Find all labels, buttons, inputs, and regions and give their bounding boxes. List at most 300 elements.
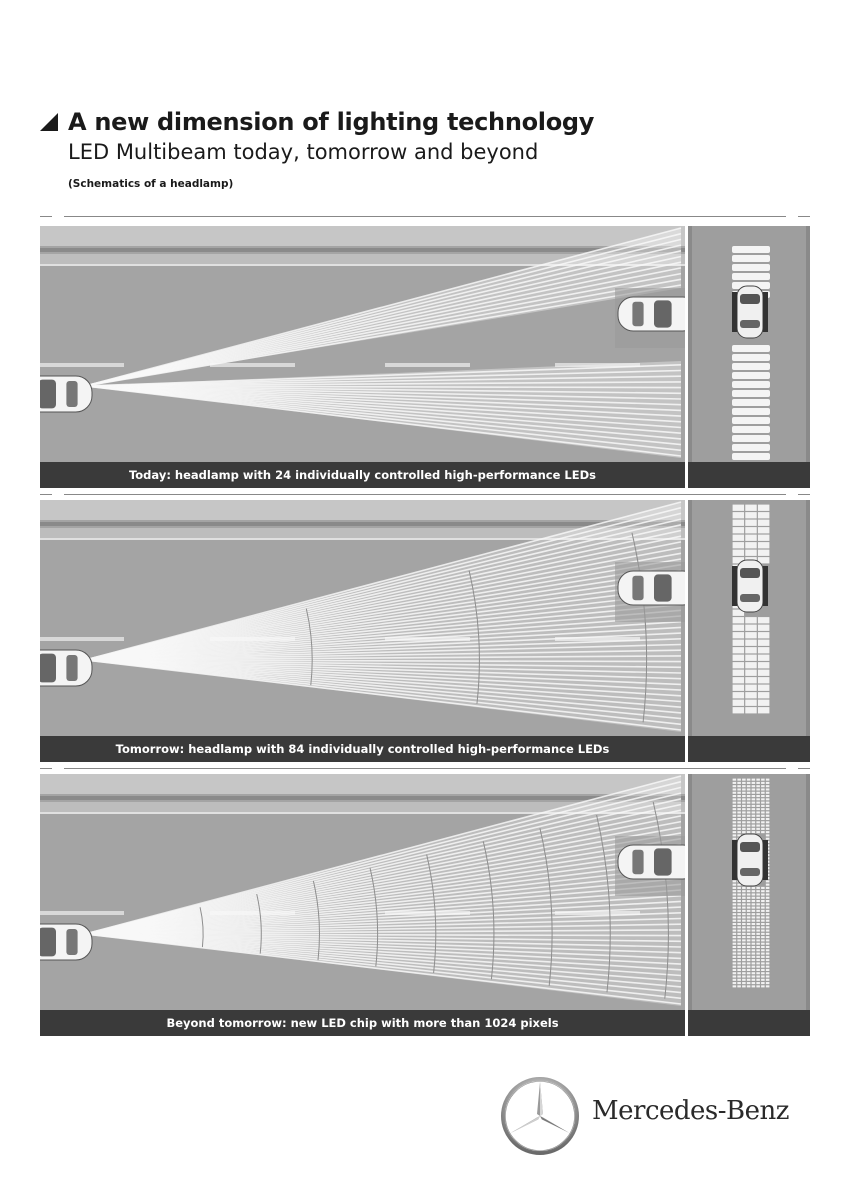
- panel-caption-bar: [688, 1010, 810, 1036]
- led-cell: [732, 345, 770, 352]
- led-cell: [732, 417, 770, 424]
- led-cell: [758, 707, 769, 713]
- led-cell: [761, 933, 765, 935]
- led-cell: [733, 542, 744, 548]
- led-cell: [752, 798, 756, 800]
- oncoming-car-topdown: [732, 834, 768, 886]
- divider: [64, 768, 786, 769]
- led-cell: [752, 956, 756, 958]
- led-cell: [742, 910, 746, 912]
- led-cell: [733, 913, 737, 915]
- led-cell: [733, 985, 737, 987]
- led-cell: [747, 982, 751, 984]
- led-cell: [752, 887, 756, 889]
- led-cell: [758, 632, 769, 638]
- led-cell: [756, 962, 760, 964]
- led-cell: [752, 910, 756, 912]
- led-cell: [766, 939, 770, 941]
- led-cell: [742, 887, 746, 889]
- led-cell: [752, 975, 756, 977]
- led-cell: [737, 779, 741, 781]
- led-cell: [752, 936, 756, 938]
- led-cell: [742, 808, 746, 810]
- led-cell: [761, 907, 765, 909]
- led-cell: [733, 975, 737, 977]
- led-cell: [733, 670, 744, 676]
- led-cell: [756, 903, 760, 905]
- led-cell: [747, 802, 751, 804]
- led-cell: [752, 900, 756, 902]
- led-cell: [747, 979, 751, 981]
- led-cell: [756, 815, 760, 817]
- led-cell: [737, 805, 741, 807]
- led-cell: [745, 707, 756, 713]
- led-cell: [758, 662, 769, 668]
- led-cell: [756, 802, 760, 804]
- led-cell: [766, 893, 770, 895]
- led-cell: [737, 897, 741, 899]
- led-cell: [766, 880, 770, 882]
- led-cell: [752, 785, 756, 787]
- led-cell: [733, 617, 744, 623]
- led-cell: [733, 966, 737, 968]
- led-cell: [752, 946, 756, 948]
- led-cell: [737, 985, 741, 987]
- led-cell: [747, 792, 751, 794]
- triangle-bullet-icon: [40, 113, 58, 131]
- led-cell: [756, 792, 760, 794]
- led-cell: [733, 972, 737, 974]
- led-cell: [733, 962, 737, 964]
- led-cell: [737, 962, 741, 964]
- led-cell: [742, 825, 746, 827]
- led-cell: [733, 936, 737, 938]
- led-cell: [745, 527, 756, 533]
- led-cell: [752, 949, 756, 951]
- oncoming-car-topdown: [732, 286, 768, 338]
- led-cell: [756, 795, 760, 797]
- lane-marker: [40, 911, 124, 915]
- led-cell: [737, 811, 741, 813]
- led-cell: [733, 926, 737, 928]
- led-cell: [733, 828, 737, 830]
- led-cell: [747, 930, 751, 932]
- led-cell: [766, 979, 770, 981]
- led-cell: [756, 782, 760, 784]
- led-cell: [766, 953, 770, 955]
- title-row: [40, 108, 594, 136]
- led-cell: [732, 381, 770, 388]
- led-cell: [737, 949, 741, 951]
- led-cell: [756, 805, 760, 807]
- led-cell: [756, 913, 760, 915]
- led-cell: [756, 798, 760, 800]
- brand-wordmark: Mercedes-Benz: [592, 1096, 789, 1126]
- led-cell: [752, 890, 756, 892]
- led-cell: [742, 982, 746, 984]
- led-cell: [766, 956, 770, 958]
- led-cell: [733, 900, 737, 902]
- led-cell: [766, 890, 770, 892]
- led-cell: [766, 903, 770, 905]
- led-cell: [733, 798, 737, 800]
- led-cell: [761, 828, 765, 830]
- led-cell: [742, 969, 746, 971]
- led-cell: [766, 788, 770, 790]
- led-cell: [747, 913, 751, 915]
- led-cell: [756, 930, 760, 932]
- led-cell: [732, 372, 770, 379]
- led-cell: [733, 512, 744, 518]
- led-cell: [756, 946, 760, 948]
- led-cell: [747, 828, 751, 830]
- led-cell: [737, 802, 741, 804]
- led-cell: [756, 923, 760, 925]
- led-cell: [747, 969, 751, 971]
- led-cell: [761, 890, 765, 892]
- led-cell: [747, 959, 751, 961]
- led-cell: [742, 788, 746, 790]
- led-cell: [745, 700, 756, 706]
- headlamp-scene: [40, 226, 810, 462]
- led-cell: [747, 825, 751, 827]
- led-cell: [756, 949, 760, 951]
- led-cell: [742, 943, 746, 945]
- led-cell: [756, 811, 760, 813]
- led-cell: [737, 887, 741, 889]
- led-cell: [752, 982, 756, 984]
- led-cell: [752, 972, 756, 974]
- led-cell: [737, 916, 741, 918]
- led-cell: [733, 890, 737, 892]
- led-cell: [747, 805, 751, 807]
- led-cell: [761, 900, 765, 902]
- led-cell: [752, 903, 756, 905]
- led-cell: [733, 825, 737, 827]
- led-cell: [761, 936, 765, 938]
- led-cell: [758, 685, 769, 691]
- led-cell: [733, 811, 737, 813]
- led-cell: [761, 811, 765, 813]
- led-cell: [766, 795, 770, 797]
- led-cell: [733, 946, 737, 948]
- led-cell: [752, 985, 756, 987]
- led-cell: [737, 979, 741, 981]
- led-cell: [758, 700, 769, 706]
- led-cell: [758, 640, 769, 646]
- led-cell: [747, 972, 751, 974]
- divider: [64, 494, 786, 495]
- led-cell: [761, 821, 765, 823]
- led-cell: [737, 910, 741, 912]
- led-cell: [732, 264, 770, 271]
- led-cell: [733, 916, 737, 918]
- led-cell: [732, 444, 770, 451]
- headlamp-scene: [40, 774, 810, 1010]
- led-cell: [742, 903, 746, 905]
- led-cell: [761, 785, 765, 787]
- led-cell: [737, 920, 741, 922]
- led-cell: [733, 640, 744, 646]
- led-cell: [747, 923, 751, 925]
- led-cell: [752, 802, 756, 804]
- led-cell: [737, 959, 741, 961]
- led-cell: [737, 930, 741, 932]
- led-cell: [766, 818, 770, 820]
- led-cell: [737, 782, 741, 784]
- led-cell: [733, 632, 744, 638]
- led-cell: [747, 893, 751, 895]
- led-cell: [737, 828, 741, 830]
- led-cell: [752, 795, 756, 797]
- led-cell: [761, 795, 765, 797]
- led-cell: [752, 792, 756, 794]
- led-cell: [761, 788, 765, 790]
- led-cell: [758, 625, 769, 631]
- divider: [40, 216, 52, 217]
- led-cell: [733, 923, 737, 925]
- led-cell: [742, 939, 746, 941]
- led-cell: [752, 779, 756, 781]
- led-cell: [737, 808, 741, 810]
- led-cell: [742, 828, 746, 830]
- led-cell: [733, 808, 737, 810]
- led-cell: [733, 535, 744, 541]
- led-cell: [733, 505, 744, 511]
- led-cell: [766, 834, 770, 836]
- led-cell: [733, 949, 737, 951]
- led-cell: [737, 953, 741, 955]
- led-cell: [747, 966, 751, 968]
- led-cell: [747, 788, 751, 790]
- led-cell: [732, 435, 770, 442]
- led-cell: [742, 959, 746, 961]
- led-cell: [766, 884, 770, 886]
- led-cell: [761, 805, 765, 807]
- led-cell: [733, 821, 737, 823]
- led-cell: [747, 890, 751, 892]
- led-cell: [742, 923, 746, 925]
- led-cell: [733, 520, 744, 526]
- led-cell: [742, 916, 746, 918]
- led-cell: [756, 936, 760, 938]
- led-cell: [752, 818, 756, 820]
- led-cell: [737, 943, 741, 945]
- led-cell: [733, 930, 737, 932]
- led-cell: [742, 831, 746, 833]
- led-cell: [733, 527, 744, 533]
- led-cell: [732, 354, 770, 361]
- led-cell: [761, 969, 765, 971]
- led-cell: [742, 818, 746, 820]
- led-cell: [766, 798, 770, 800]
- led-cell: [752, 926, 756, 928]
- led-cell: [745, 692, 756, 698]
- led-cell: [766, 831, 770, 833]
- led-cell: [761, 930, 765, 932]
- led-cell: [733, 897, 737, 899]
- led-cell: [732, 453, 770, 460]
- led-cell: [733, 677, 744, 683]
- led-cell: [756, 788, 760, 790]
- led-cell: [752, 808, 756, 810]
- led-cell: [742, 893, 746, 895]
- led-cell: [758, 670, 769, 676]
- led-cell: [758, 550, 769, 556]
- led-cell: [733, 550, 744, 556]
- led-cell: [737, 913, 741, 915]
- led-cell: [766, 900, 770, 902]
- led-cell: [732, 408, 770, 415]
- led-cell: [745, 647, 756, 653]
- led-cell: [758, 520, 769, 526]
- header: [40, 108, 594, 190]
- divider: [798, 494, 810, 495]
- panel-tomorrow: [40, 500, 810, 762]
- led-cell: [737, 825, 741, 827]
- led-cell: [761, 982, 765, 984]
- led-cell: [752, 811, 756, 813]
- led-cell: [766, 920, 770, 922]
- panel-beyond-tomorrow: [40, 774, 810, 1036]
- led-cell: [742, 795, 746, 797]
- led-cell: [766, 897, 770, 899]
- led-cell: [752, 913, 756, 915]
- led-cell: [733, 939, 737, 941]
- led-cell: [756, 893, 760, 895]
- led-cell: [761, 831, 765, 833]
- led-cell: [756, 982, 760, 984]
- led-cell: [737, 956, 741, 958]
- led-cell: [742, 900, 746, 902]
- led-cell: [761, 815, 765, 817]
- led-cell: [733, 795, 737, 797]
- led-cell: [742, 953, 746, 955]
- led-cell: [752, 893, 756, 895]
- led-cell: [761, 818, 765, 820]
- led-cell: [745, 617, 756, 623]
- led-cell: [733, 779, 737, 781]
- led-cell: [756, 831, 760, 833]
- led-cell: [742, 926, 746, 928]
- led-cell: [747, 975, 751, 977]
- led-cell: [752, 831, 756, 833]
- led-cell: [747, 943, 751, 945]
- own-car: [40, 924, 92, 960]
- oncoming-car-topdown: [732, 560, 768, 612]
- led-cell: [737, 975, 741, 977]
- led-cell: [732, 399, 770, 406]
- led-cell: [742, 792, 746, 794]
- led-cell: [761, 897, 765, 899]
- led-cell: [761, 825, 765, 827]
- led-cell: [752, 939, 756, 941]
- led-cell: [733, 707, 744, 713]
- led-cell: [742, 946, 746, 948]
- led-cell: [742, 779, 746, 781]
- led-cell: [761, 972, 765, 974]
- panel-caption-bar: [688, 736, 810, 762]
- led-cell: [733, 700, 744, 706]
- led-cell: [747, 946, 751, 948]
- led-cell: [732, 255, 770, 262]
- led-cell: [737, 933, 741, 935]
- led-cell: [742, 985, 746, 987]
- led-cell: [745, 640, 756, 646]
- led-cell: [766, 923, 770, 925]
- led-cell: [747, 956, 751, 958]
- led-cell: [733, 907, 737, 909]
- led-cell: [766, 972, 770, 974]
- led-cell: [766, 811, 770, 813]
- led-cell: [756, 907, 760, 909]
- led-cell: [761, 975, 765, 977]
- led-cell: [745, 550, 756, 556]
- led-cell: [756, 890, 760, 892]
- led-cell: [747, 962, 751, 964]
- led-cell: [737, 923, 741, 925]
- led-cell: [756, 966, 760, 968]
- led-cell: [742, 936, 746, 938]
- led-cell: [732, 426, 770, 433]
- led-cell: [761, 808, 765, 810]
- led-cell: [732, 363, 770, 370]
- led-cell: [733, 920, 737, 922]
- led-cell: [745, 655, 756, 661]
- led-cell: [756, 821, 760, 823]
- led-cell: [752, 953, 756, 955]
- led-cell: [766, 949, 770, 951]
- led-cell: [761, 966, 765, 968]
- led-cell: [733, 831, 737, 833]
- led-cell: [737, 969, 741, 971]
- led-cell: [752, 916, 756, 918]
- led-cell: [747, 920, 751, 922]
- led-cell: [761, 979, 765, 981]
- led-cell: [742, 805, 746, 807]
- divider: [798, 216, 810, 217]
- led-cell: [766, 887, 770, 889]
- led-cell: [756, 900, 760, 902]
- led-cell: [733, 685, 744, 691]
- led-cell: [761, 893, 765, 895]
- schematics-note: (Schematics of a headlamp): [68, 178, 234, 190]
- led-cell: [747, 907, 751, 909]
- led-cell: [733, 647, 744, 653]
- divider: [40, 494, 52, 495]
- led-cell: [756, 825, 760, 827]
- led-cell: [745, 625, 756, 631]
- led-cell: [752, 979, 756, 981]
- led-cell: [756, 916, 760, 918]
- led-cell: [766, 907, 770, 909]
- led-cell: [742, 785, 746, 787]
- led-cell: [752, 828, 756, 830]
- led-cell: [758, 647, 769, 653]
- led-cell: [761, 962, 765, 964]
- led-cell: [752, 943, 756, 945]
- led-cell: [747, 815, 751, 817]
- panel-caption: Beyond tomorrow: new LED chip with more than 1024 pixels: [40, 1010, 685, 1036]
- led-cell: [737, 936, 741, 938]
- led-cell: [756, 943, 760, 945]
- led-cell: [766, 966, 770, 968]
- led-cell: [742, 913, 746, 915]
- led-cell: [742, 802, 746, 804]
- led-cell: [747, 782, 751, 784]
- led-cell: [747, 910, 751, 912]
- led-cell: [733, 818, 737, 820]
